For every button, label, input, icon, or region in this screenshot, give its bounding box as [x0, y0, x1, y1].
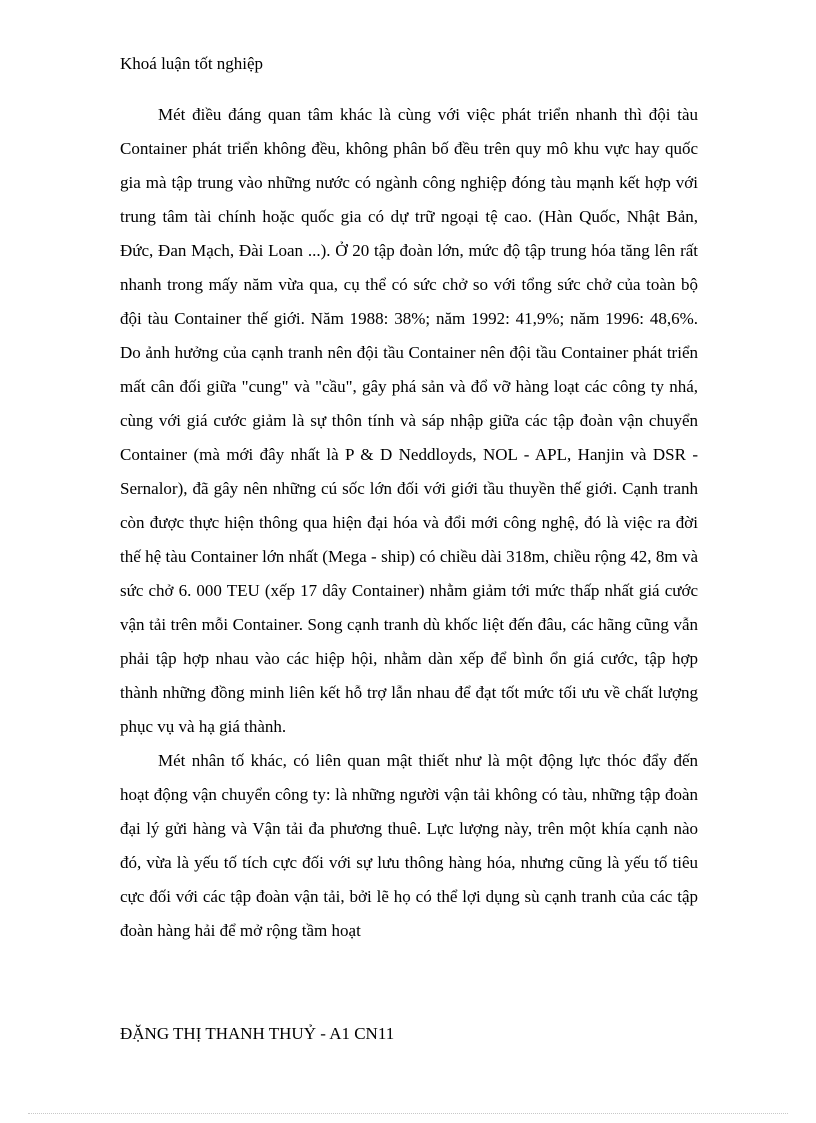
- paragraph-2: Mét nhân tố khác, có liên quan mật thiết như là một động lực thóc đẩy đến hoạt động vận chuyển công ty: là những người vận tải không có tàu, những tập đoàn đại lý gửi hàng và Vận tải đa phương thuê. Lực lượng này, trên một khía cạnh nào đó, vừa là yếu tố tích cực đối với sự lưu thông hàng hóa, nhưng cũng là yếu tố tiêu cực đối với các tập đoàn vận tải, bởi lẽ họ có thể lợi dụng sù cạnh tranh của các tập đoàn hàng hải để mở rộng tầm hoạt: [120, 751, 698, 940]
- page-bottom-divider: [28, 1113, 788, 1114]
- paragraph-1: Mét điều đáng quan tâm khác là cùng với việc phát triển nhanh thì đội tàu Container phát triển không đều, không phân bố đều trên quy mô khu vực hay quốc gia mà tập trung vào những nước có ngành công nghiệp đóng tàu mạnh kết hợp với trung tâm tài chính hoặc quốc gia có dự trữ ngoại tệ cao. (Hàn Quốc, Nhật Bản, Đức, Đan Mạch, Đài Loan ...). Ở 20 tập đoàn lớn, mức độ tập trung hóa tăng lên rất nhanh trong mấy năm vừa qua, cụ thể có sức chở so với tổng sức chở của toàn bộ đội tàu Container thế giới. Năm 1988: 38%; năm 1992: 41,9%; năm 1996: 48,6%. Do ảnh hưởng của cạnh tranh nên đội tầu Container nên đội tầu Container phát triển mất cân đối giữa "cung" và "cầu", gây phá sản và đổ vỡ hàng loạt các công ty nhá, cùng với giá cước giảm là sự thôn tính và sáp nhập giữa các tập đoàn vận chuyển Container (mà mới đây nhất là P & D Neddloyds, NOL - APL, Hanjin và DSR - Sernalor), đã gây nên những cú sốc lớn đối với giới tầu thuyền thế giới. Cạnh tranh còn được thực hiện thông qua hiện đại hóa và đổi mới công nghệ, đó là việc ra đời thế hệ tàu Container lớn nhất (Mega - ship) có chiều dài 318m, chiều rộng 42, 8m và sức chở 6. 000 TEU (xếp 17 dây Container) nhằm giảm tới mức thấp nhất giá cước vận tải trên mỗi Container. Song cạnh tranh dù khốc liệt đến đâu, các hãng cũng vẫn phải tập hợp nhau vào các hiệp hội, nhằm dàn xếp để bình ổn giá cước, tập hợp thành những đồng minh liên kết hỗ trợ lẫn nhau để đạt tốt mức tối ưu về chất lượng phục vụ và hạ giá thành.: [120, 105, 698, 736]
- body-text: [120, 98, 698, 948]
- page-header: Khoá luận tốt nghiệp: [120, 54, 264, 73]
- page-footer: ĐẶNG THỊ THANH THUỶ - A1 CN11: [120, 1024, 395, 1043]
